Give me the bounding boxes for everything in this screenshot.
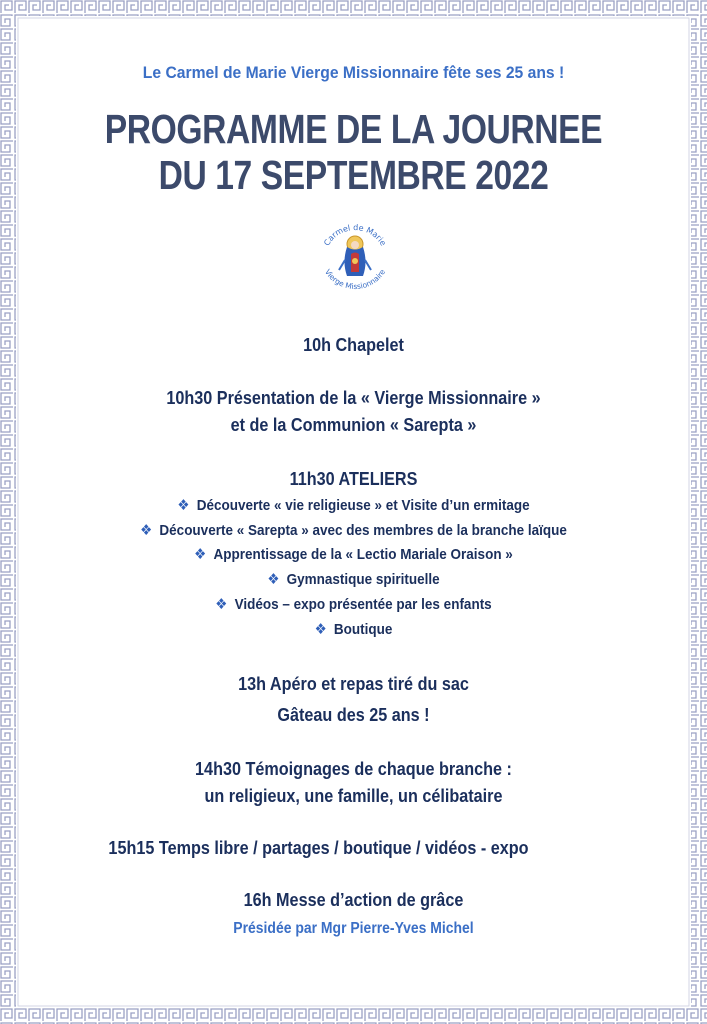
atelier-label: Boutique (333, 621, 393, 638)
item-repas-line2: Gâteau des 25 ans ! (277, 705, 430, 725)
diamond-bullet-icon: ❖ (194, 546, 207, 563)
atelier-item (35, 521, 671, 541)
atelier-item (35, 496, 671, 516)
item-presentation-line1: 10h30 Présentation de la « Vierge Missionnaire » (166, 388, 541, 408)
ateliers-title: 11h30 ATELIERS (289, 469, 418, 489)
virgin-mary-icon (339, 236, 371, 276)
item-presidee: Présidée par Mgr Pierre-Yves Michel (233, 920, 474, 937)
item-temoignages-line2: un religieux, une famille, un célibataire (204, 786, 503, 806)
page-title-line1: PROGRAMME DE LA JOURNEE (104, 106, 603, 152)
atelier-item (35, 620, 671, 640)
atelier-item (35, 595, 671, 615)
atelier-label: Gymnastique spirituelle (286, 571, 440, 588)
diamond-bullet-icon: ❖ (267, 571, 280, 588)
atelier-label: Découverte « Sarepta » avec des membres de la branche laïque (159, 522, 567, 539)
carmel-logo (312, 214, 398, 300)
atelier-item (35, 545, 671, 565)
atelier-item (35, 570, 671, 590)
item-repas-line1: 13h Apéro et repas tiré du sac (238, 674, 469, 694)
atelier-label: Apprentissage de la « Lectio Mariale Oraison » (213, 546, 513, 563)
diamond-bullet-icon: ❖ (314, 621, 327, 638)
item-presentation-line2: et de la Communion « Sarepta » (230, 415, 477, 435)
item-temps-libre: 15h15 Temps libre / partages / boutique / vidéos - expo (108, 838, 529, 858)
page-title-line2: DU 17 SEPTEMBRE 2022 (158, 152, 549, 198)
diamond-bullet-icon: ❖ (177, 497, 190, 514)
item-messe: 16h Messe d’action de grâce (243, 890, 464, 910)
item-temoignages-line1: 14h30 Témoignages de chaque branche : (195, 759, 512, 779)
logo-text-bottom: Vierge Missionnaire (322, 267, 388, 292)
atelier-label: Vidéos – expo présentée par les enfants (234, 596, 492, 613)
diamond-bullet-icon: ❖ (215, 596, 228, 613)
atelier-label: Découverte « vie religieuse » et Visite d’un ermitage (196, 497, 530, 514)
anniversary-subtitle: Le Carmel de Marie Vierge Missionnaire fête ses 25 ans ! (142, 64, 565, 82)
logo-text-top: Carmel de Marie (322, 222, 388, 248)
diamond-bullet-icon: ❖ (140, 522, 153, 539)
item-chapelet: 10h Chapelet (303, 335, 404, 355)
